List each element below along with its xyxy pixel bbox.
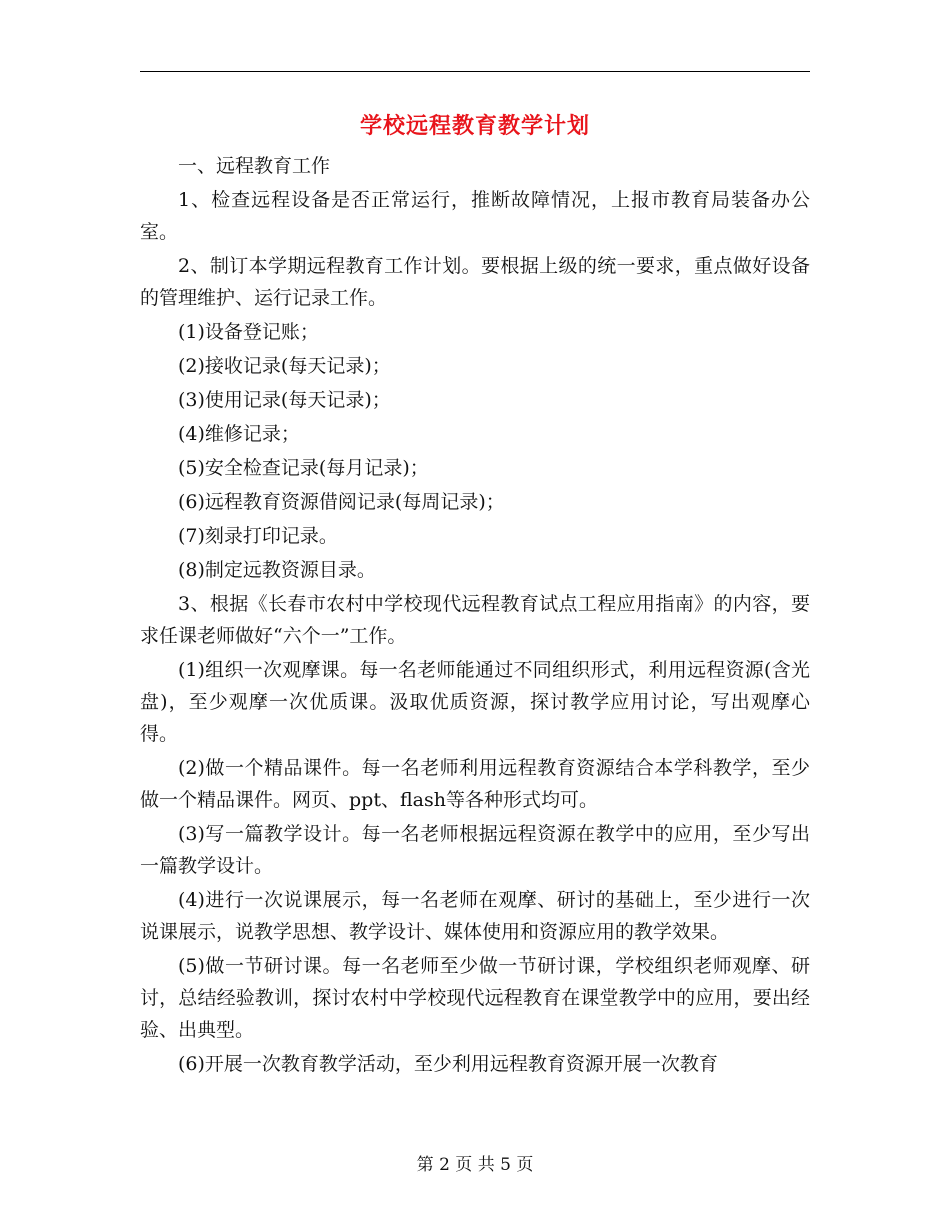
list-item: (2)接收记录(每天记录)； [178, 355, 391, 377]
paragraph: 1、检查远程设备是否正常运行，推断故障情况，上报市教育局装备办公室。 [140, 189, 810, 243]
page-number: 第 2 页 共 5 页 [416, 1155, 534, 1175]
paragraph: (5)做一节研讨课。每一名老师至少做一节研讨课，学校组织老师观摩、研讨，总结经验教训，探讨农村中学校现代远程教育在课堂教学中的应用，要出经验、出典型。 [140, 955, 810, 1041]
document-body [140, 150, 810, 1082]
paragraph: (3)写一篇教学设计。每一名老师根据远程资源在教学中的应用，至少写出一篇教学设计。 [140, 823, 810, 877]
paragraph: (6)开展一次教育教学活动，至少利用远程教育资源开展一次教育 [178, 1053, 718, 1075]
paragraph: 3、根据《长春市农村中学校现代远程教育试点工程应用指南》的内容，要求任课老师做好“六个一”工作。 [140, 593, 810, 647]
list-item: (7)刻录打印记录。 [178, 525, 338, 547]
list-item: (5)安全检查记录(每月记录)； [178, 457, 429, 479]
list-item: (6)远程教育资源借阅记录(每周记录)； [178, 491, 505, 513]
header-rule [140, 71, 810, 72]
paragraph: (4)进行一次说课展示，每一名老师在观摩、研讨的基础上，至少进行一次说课展示，说教学思想、教学设计、媒体使用和资源应用的教学效果。 [140, 889, 810, 943]
list-item: (3)使用记录(每天记录)； [178, 389, 391, 411]
paragraph: (2)做一个精品课件。每一名老师利用远程教育资源结合本学科教学，至少做一个精品课件。网页、ppt、flash等各种形式均可。 [140, 757, 810, 811]
section-heading: 一、远程教育工作 [178, 155, 331, 177]
page-footer [140, 1150, 810, 1180]
list-item: (8)制定远教资源目录。 [178, 559, 376, 581]
list-item: (1)设备登记账； [178, 321, 319, 343]
paragraph: (1)组织一次观摩课。每一名老师能通过不同组织形式，利用远程资源(含光盘)，至少观摩一次优质课。汲取优质资源，探讨教学应用讨论，写出观摩心得。 [140, 659, 810, 745]
paragraph: 2、制订本学期远程教育工作计划。要根据上级的统一要求，重点做好设备的管理维护、运行记录工作。 [140, 255, 810, 309]
list-item: (4)维修记录； [178, 423, 300, 445]
document-title: 学校远程教育教学计划 [359, 113, 590, 139]
